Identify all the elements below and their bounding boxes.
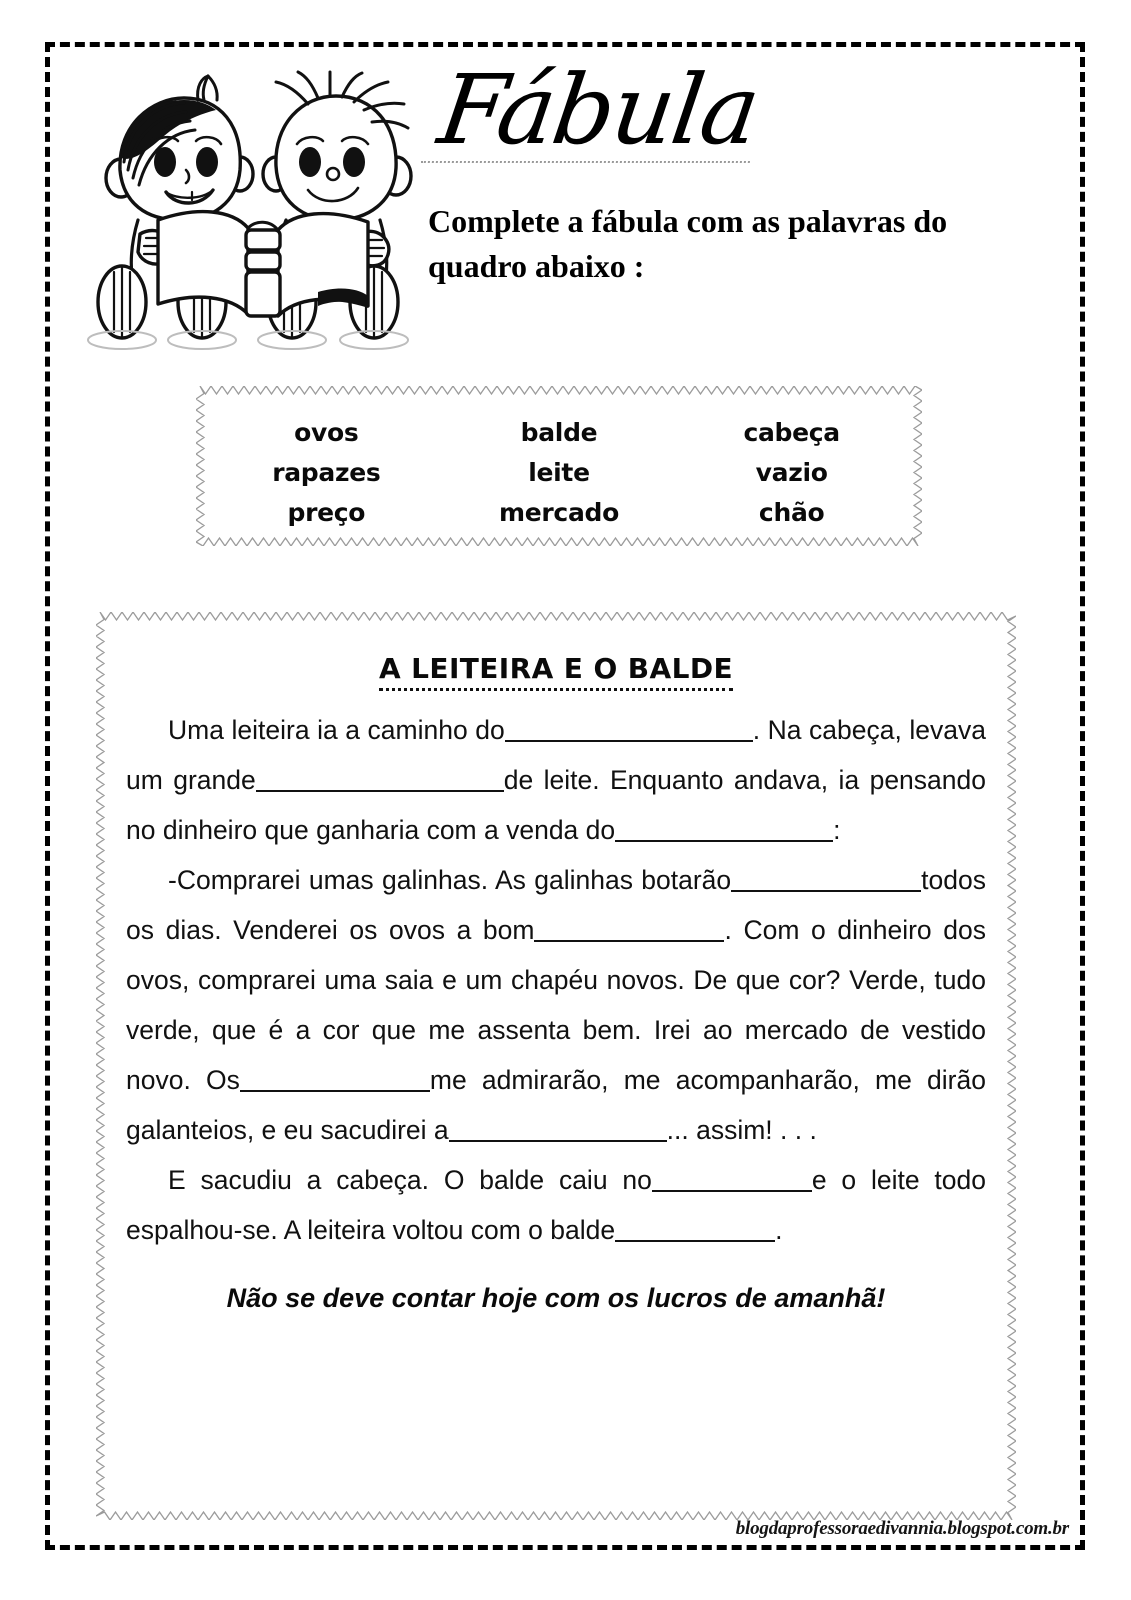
instruction-text: Complete a fábula com as palavras do quadro abaixo : [428,202,948,285]
fable-moral: Não se deve contar hoje com os lucros de amanhã! [226,1283,886,1313]
word-bank-item[interactable]: rapazes [272,457,381,487]
word-bank-item[interactable]: chão [758,497,825,527]
fable-text-run: e o leite todo espalhou-se. A leiteira voltou com o balde [126,1165,986,1245]
fable-content [126,634,986,1502]
answer-blank[interactable] [256,766,504,792]
word-bank-item[interactable]: ovos [294,417,359,447]
fable-text-run: . Na cabeça, levava um grande [126,715,986,795]
word-bank-item[interactable]: cabeça [743,417,840,447]
answer-blank[interactable] [731,866,921,892]
footer-credit: blogdaprofessoraedivannia.blogspot.com.br [735,1518,1069,1539]
fable-title-wrap [126,652,986,691]
word-bank-grid [210,412,908,532]
fable-paragraph [126,1155,986,1255]
word-bank-box [196,386,922,546]
answer-blank[interactable] [615,1216,775,1242]
answer-blank[interactable] [449,1116,667,1142]
fable-text-run: : [833,815,841,845]
word-bank-item[interactable]: mercado [498,497,619,527]
fable-paragraphs [126,705,986,1255]
fable-box [96,612,1016,1520]
word-bank-item[interactable]: leite [528,457,590,487]
fable-paragraph [126,705,986,855]
fable-text-run: todos os dias. Venderei os ovos a bom [126,865,986,945]
worksheet-header [60,54,1070,370]
fable-text-run: E sacudiu a cabeça. O balde caiu no [168,1165,652,1195]
fable-text-run: me admirarão, me acompanharão, me dirão galanteios, e eu sacudirei a [126,1065,986,1145]
word-bank-item[interactable]: vazio [755,457,828,487]
word-bank-item[interactable]: preço [287,497,366,527]
fable-paragraph [126,855,986,1155]
title-block [428,54,1068,290]
answer-blank[interactable] [652,1166,812,1192]
fable-text-run: ... assim! . . . [666,1115,817,1145]
fable-text-run: . [775,1215,783,1245]
answer-blank[interactable] [615,816,833,842]
fable-title: A LEITEIRA E O BALDE [379,652,733,691]
fable-text-run: de leite. Enquanto andava, ia pensando no dinheiro que ganharia com a venda do [126,765,986,845]
two-children-reading-book-icon [80,70,420,360]
answer-blank[interactable] [534,916,724,942]
word-bank-item[interactable]: balde [520,417,598,447]
page-title: Fábula [421,60,764,163]
answer-blank[interactable] [240,1066,430,1092]
fable-text-run: . Com o dinheiro dos ovos, comprarei uma saia e um chapéu novos. De que cor? Verde, tudo verde, que é a cor que me assenta bem. Irei ao mercado de vestido novo. Os [126,915,986,1095]
fable-text-run: Uma leiteira ia a caminho do [168,715,505,745]
answer-blank[interactable] [505,716,753,742]
fable-text-run: -Comprarei umas galinhas. As galinhas botarão [168,865,732,895]
